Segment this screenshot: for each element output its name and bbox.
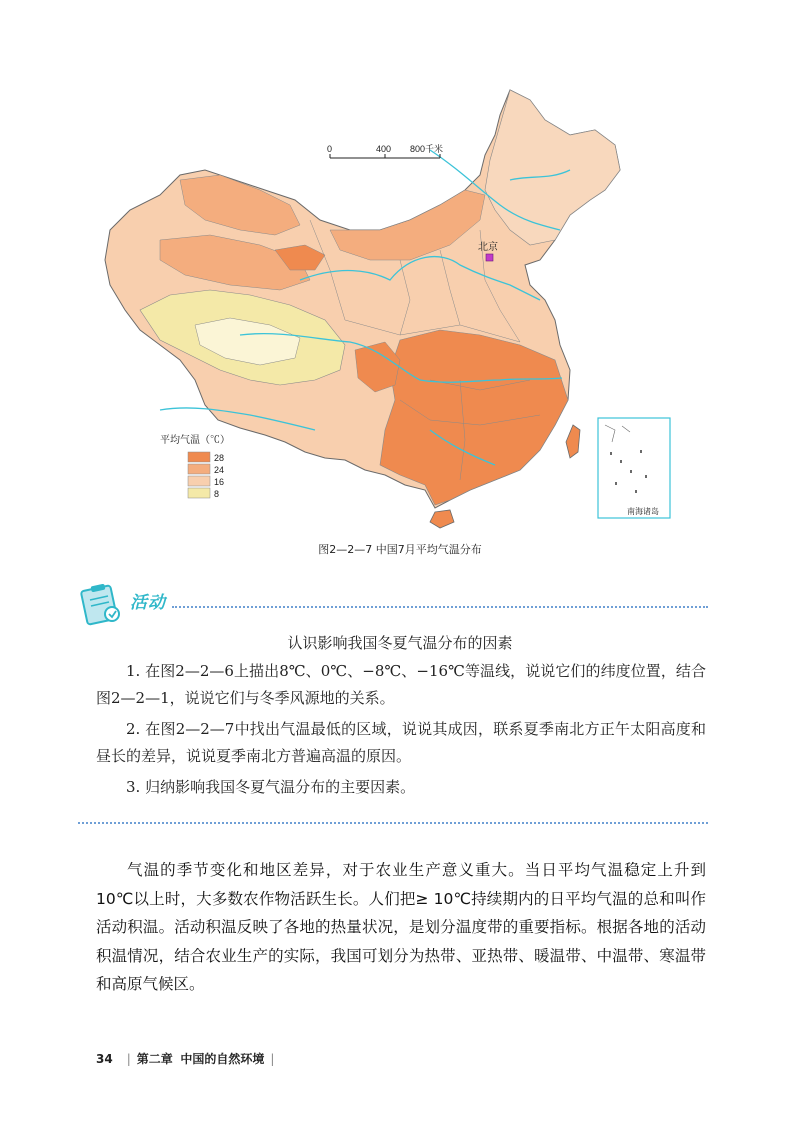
scale-zero: 0 [327,144,333,154]
temperature-map [100,80,720,530]
footer-separator-end: | [270,1052,275,1066]
legend-swatch-8 [188,488,210,498]
activity-item-2: 2. 在图2—2—7中找出气温最低的区域，说说其成因，联系夏季南北方正午太阳高度和昼长的差异，说说夏季南北方普遍高温的原因。 [96,720,706,765]
beijing-marker [486,254,493,261]
hainan [430,510,454,528]
activity-title: 认识影响我国冬夏气温分布的因素 [287,634,513,652]
inset-label: 南海诸岛 [627,507,659,516]
activity-top-divider [172,606,708,608]
map-legend [160,433,230,499]
scale-max: 800千米 [410,144,444,154]
taiwan [566,425,580,458]
activity-header [78,582,718,626]
scale-bar [327,143,443,158]
china-july-temperature-map [100,80,720,530]
south-china-sea-inset [598,418,670,518]
chapter-number: 第二章 [136,1052,173,1066]
clipboard-icon [78,582,126,626]
legend-value-24: 24 [214,465,225,475]
legend-swatch-16 [188,476,210,486]
beijing-label: 北京 [478,242,498,253]
page-footer [96,1050,280,1067]
figure-caption: 图2—2—7 中国7月平均气温分布 [318,543,482,556]
activity-bottom-divider [78,822,708,824]
legend-swatch-28 [188,452,210,462]
page-number: 34 [96,1052,113,1066]
activity-item-1: 1. 在图2—2—6上描出8℃、0℃、−8℃、−16℃等温线，说说它们的纬度位置，结合图2—2—1，说说它们与冬季风源地的关系。 [96,662,706,707]
body-paragraph: 气温的季节变化和地区差异，对于农业生产意义重大。当日平均气温稳定上升到 10℃以上时，大多数农作物活跃生长。人们把≥ 10℃持续期内的日平均气温的总和叫作活动积温。活动积温反映了各地的热量状况，是划分温度带的重要指标。根据各地的活动积温情况，结合农业生产的实际，我国可划分为热带、亚热带、暖温带、中温带、寒温带和高原气候区。 [96,861,706,993]
legend-swatch-24 [188,464,210,474]
activity-item-3: 3. 归纳影响我国冬夏气温分布的主要因素。 [126,778,416,796]
legend-title: 平均气温（℃） [160,435,230,446]
legend-value-16: 16 [214,477,225,487]
legend-value-8: 8 [214,489,220,499]
chapter-title: 中国的自然环境 [180,1052,265,1066]
legend-value-28: 28 [214,453,225,463]
footer-separator: | [126,1052,131,1066]
northeast-region [485,90,620,245]
activity-label: 活动 [130,593,166,613]
scale-mid: 400 [376,144,392,154]
